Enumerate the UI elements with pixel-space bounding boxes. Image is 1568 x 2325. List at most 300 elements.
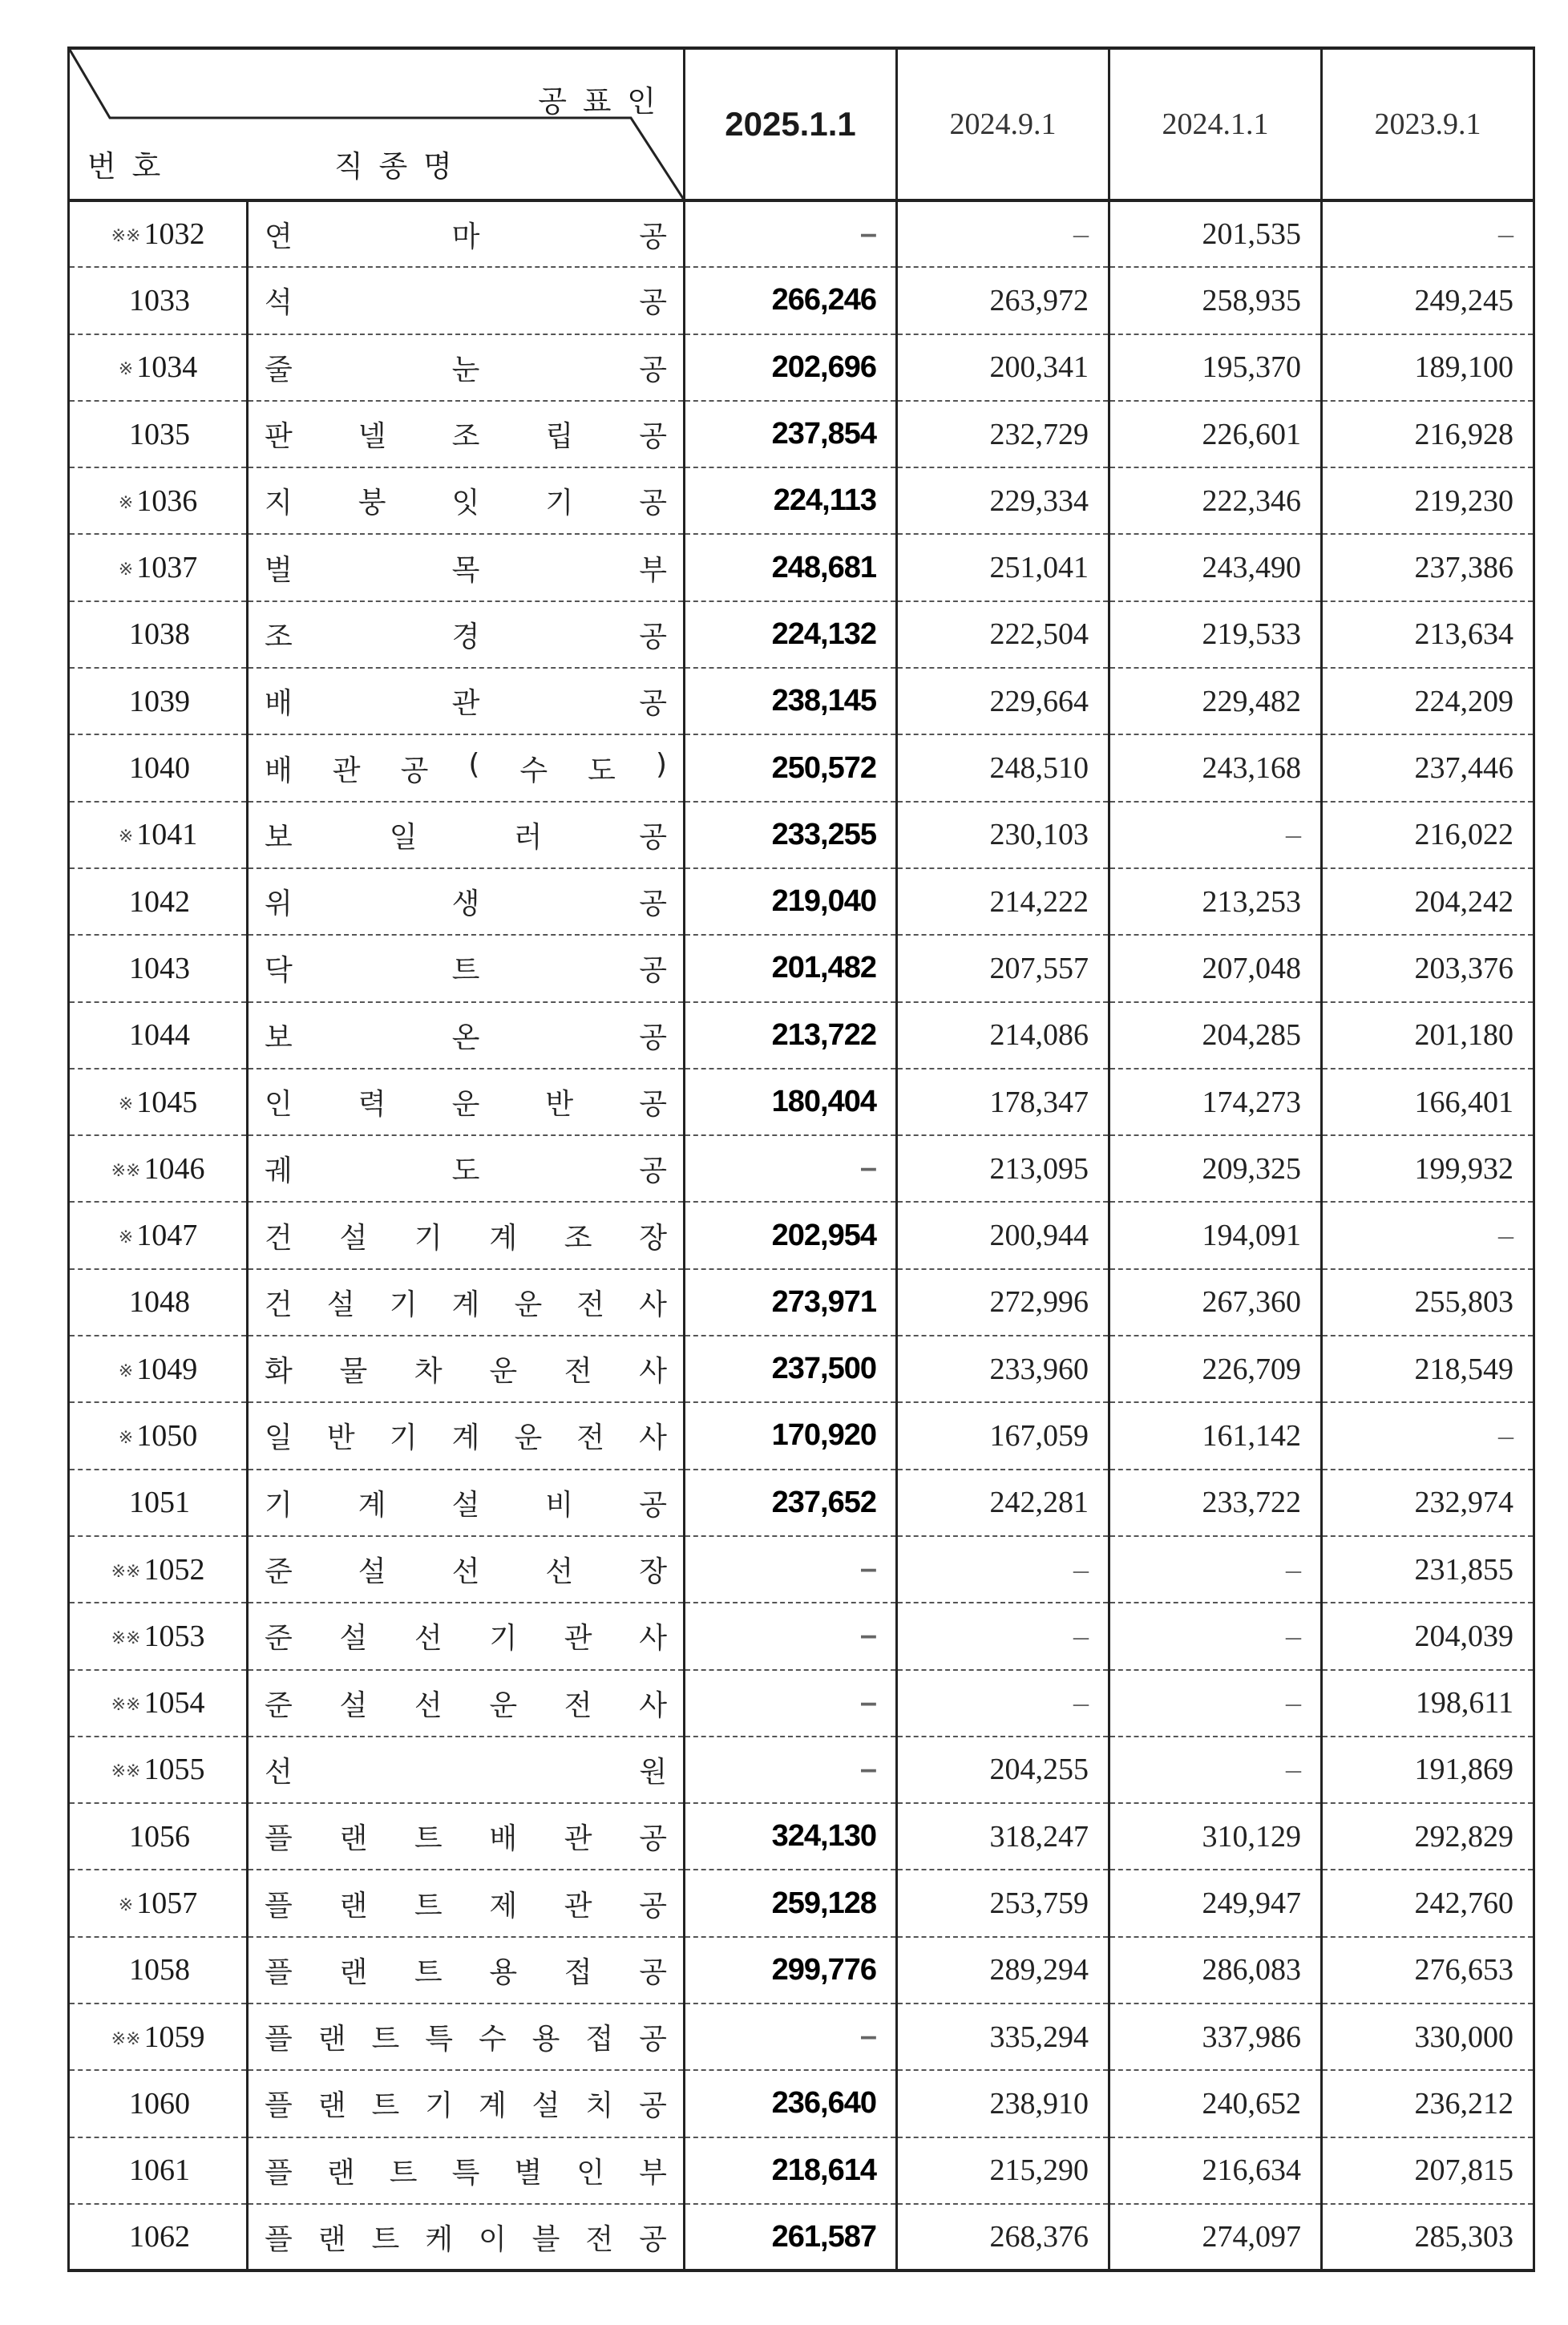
job-code: 1059	[143, 2020, 205, 2054]
job-name: 조 경 공	[265, 620, 667, 653]
job-name: 플 랜 트 용 접 공	[265, 1955, 667, 1989]
wage-value-3: 216,022	[1322, 802, 1534, 868]
job-name-cell	[248, 668, 685, 734]
wage-value-2: 207,048	[1109, 935, 1322, 1001]
job-code: 1056	[129, 1819, 190, 1854]
wage-value-0: –	[685, 1536, 897, 1603]
table-row	[69, 1603, 1534, 1669]
job-name-cell	[248, 1402, 685, 1469]
wage-value-2: 286,083	[1109, 1937, 1322, 2004]
wage-value-0: –	[685, 1603, 897, 1669]
note-mark: ※	[118, 1093, 134, 1114]
wage-value-3: 216,928	[1322, 401, 1534, 467]
table-row	[69, 1737, 1534, 1803]
wage-value-2: 209,325	[1109, 1135, 1322, 1202]
job-code-cell	[69, 1002, 248, 1069]
job-code: 1039	[129, 684, 190, 718]
job-code: 1043	[129, 951, 190, 985]
job-name-cell	[248, 1470, 685, 1536]
table-row	[69, 467, 1534, 534]
job-name-cell	[248, 1603, 685, 1669]
wage-value-3: –	[1322, 200, 1534, 267]
wage-value-2: 258,935	[1109, 267, 1322, 334]
job-code: 1038	[129, 617, 190, 652]
table-row	[69, 1470, 1534, 1536]
note-mark: ※※	[111, 1694, 141, 1715]
job-name-cell	[248, 2204, 685, 2270]
job-name: 배 관 공 ( 수 도 )	[265, 747, 667, 787]
job-name: 닥 트 공	[265, 954, 667, 988]
wage-value-3: 189,100	[1322, 334, 1534, 401]
wage-value-1: –	[897, 200, 1109, 267]
table-body	[69, 200, 1534, 2270]
wage-value-1: 238,910	[897, 2070, 1109, 2137]
table-row	[69, 868, 1534, 935]
wage-value-2: 233,722	[1109, 1470, 1322, 1536]
job-code-cell	[69, 1202, 248, 1268]
header-row	[69, 48, 1534, 200]
job-code-cell	[69, 1603, 248, 1669]
wage-value-1: 242,281	[897, 1470, 1109, 1536]
job-name: 보 일 러 공	[265, 820, 667, 854]
job-name: 궤 도 공	[265, 1154, 667, 1188]
job-code: 1060	[129, 2086, 190, 2121]
wage-value-3: 276,653	[1322, 1937, 1534, 2004]
wage-value-2: 226,709	[1109, 1336, 1322, 1402]
wage-value-0: 201,482	[685, 935, 897, 1001]
job-code: 1047	[136, 1219, 198, 1253]
note-mark: ※※	[111, 1159, 141, 1180]
table-row	[69, 1670, 1534, 1737]
number-label: 번 호	[87, 149, 164, 184]
wage-value-3: 285,303	[1322, 2204, 1534, 2270]
wage-value-2: 337,986	[1109, 2004, 1322, 2070]
job-code-cell	[69, 2004, 248, 2070]
job-name: 인 력 운 반 공	[265, 1088, 667, 1121]
job-code: 1051	[129, 1486, 190, 1520]
wage-value-0: 259,128	[685, 1870, 897, 1936]
note-mark: ※※	[111, 1560, 141, 1581]
job-code: 1046	[143, 1151, 205, 1186]
wage-value-3: –	[1322, 1402, 1534, 1469]
job-name-cell	[248, 1737, 685, 1803]
wage-value-3: –	[1322, 1202, 1534, 1268]
table-row	[69, 1202, 1534, 1268]
job-name: 플 랜 트 제 관 공	[265, 1889, 667, 1923]
job-name-cell	[248, 2004, 685, 2070]
wage-value-2: 201,535	[1109, 200, 1322, 267]
job-name-cell	[248, 2070, 685, 2137]
job-code-cell	[69, 1470, 248, 1536]
wage-value-3: 242,760	[1322, 1870, 1534, 1936]
wage-value-3: 191,869	[1322, 1737, 1534, 1803]
wage-value-3: 236,212	[1322, 2070, 1534, 2137]
wage-value-0: –	[685, 2004, 897, 2070]
wage-value-1: 268,376	[897, 2204, 1109, 2270]
job-code-cell	[69, 200, 248, 267]
wage-table	[67, 46, 1535, 2272]
wage-value-0: 219,040	[685, 868, 897, 935]
note-mark: ※	[118, 559, 134, 580]
wage-value-2: 240,652	[1109, 2070, 1322, 2137]
job-name-cell	[248, 334, 685, 401]
wage-value-0: 237,652	[685, 1470, 897, 1536]
wage-value-1: 248,510	[897, 734, 1109, 801]
wage-value-1: 200,944	[897, 1202, 1109, 1268]
wage-value-1: 207,557	[897, 935, 1109, 1001]
wage-value-3: 330,000	[1322, 2004, 1534, 2070]
wage-value-1: –	[897, 1603, 1109, 1669]
job-code-cell	[69, 334, 248, 401]
wage-value-0: 237,500	[685, 1336, 897, 1402]
job-code: 1041	[136, 818, 198, 852]
job-code-cell	[69, 1536, 248, 1603]
wage-value-3: 199,932	[1322, 1135, 1534, 1202]
job-code: 1054	[143, 1686, 205, 1720]
job-name-cell	[248, 1269, 685, 1336]
wage-value-1: 229,664	[897, 668, 1109, 734]
job-name: 플 랜 트 특 수 용 접 공	[265, 2023, 667, 2056]
job-name: 벌 목 부	[265, 553, 667, 587]
job-code-cell	[69, 401, 248, 467]
wage-value-1: 289,294	[897, 1937, 1109, 2004]
job-name: 건 설 기 계 운 전 사	[265, 1288, 667, 1321]
job-code-cell	[69, 267, 248, 334]
wage-value-2: –	[1109, 1536, 1322, 1603]
wage-value-0: –	[685, 1737, 897, 1803]
wage-value-2: 213,253	[1109, 868, 1322, 935]
wage-value-1: 253,759	[897, 1870, 1109, 1936]
job-code: 1062	[129, 2220, 190, 2254]
wage-value-0: 224,113	[685, 467, 897, 534]
wage-value-2: 222,346	[1109, 467, 1322, 534]
wage-value-3: 237,446	[1322, 734, 1534, 801]
job-code-cell	[69, 2204, 248, 2270]
wage-value-1: 229,334	[897, 467, 1109, 534]
wage-value-1: 204,255	[897, 1737, 1109, 1803]
job-code-cell	[69, 734, 248, 801]
wage-value-1: 214,086	[897, 1002, 1109, 1069]
wage-value-1: 213,095	[897, 1135, 1109, 1202]
table-row	[69, 2137, 1534, 2204]
job-code: 1053	[143, 1619, 205, 1653]
wage-value-3: 213,634	[1322, 601, 1534, 668]
job-code: 1045	[136, 1085, 198, 1119]
job-code-cell	[69, 1069, 248, 1135]
wage-value-1: 232,729	[897, 401, 1109, 467]
wage-value-0: 224,132	[685, 601, 897, 668]
job-name: 플 랜 트 배 관 공	[265, 1822, 667, 1856]
job-name: 위 생 공	[265, 888, 667, 921]
job-name-cell	[248, 1069, 685, 1135]
wage-value-3: 237,386	[1322, 534, 1534, 600]
job-name-cell	[248, 1336, 685, 1402]
wage-value-0: –	[685, 1670, 897, 1737]
table-row	[69, 1870, 1534, 1936]
job-code: 1048	[129, 1285, 190, 1320]
wage-value-3: 198,611	[1322, 1670, 1534, 1737]
table-row	[69, 401, 1534, 467]
wage-value-0: –	[685, 1135, 897, 1202]
job-code-cell	[69, 2137, 248, 2204]
wage-value-3: 201,180	[1322, 1002, 1534, 1069]
job-code-cell	[69, 467, 248, 534]
wage-value-0: 248,681	[685, 534, 897, 600]
job-code: 1055	[143, 1753, 205, 1787]
wage-value-3: 232,974	[1322, 1470, 1534, 1536]
job-name: 판 넬 조 립 공	[265, 420, 667, 454]
table-row	[69, 802, 1534, 868]
table-row	[69, 1336, 1534, 1402]
wage-value-0: –	[685, 200, 897, 267]
wage-value-2: 219,533	[1109, 601, 1322, 668]
table-row	[69, 1937, 1534, 2004]
job-name-cell	[248, 267, 685, 334]
job-code: 1061	[129, 2153, 190, 2188]
table-row	[69, 1402, 1534, 1469]
wage-value-1: 178,347	[897, 1069, 1109, 1135]
wage-value-2: 267,360	[1109, 1269, 1322, 1336]
wage-value-1: 222,504	[897, 601, 1109, 668]
job-code-cell	[69, 1135, 248, 1202]
wage-value-2: 310,129	[1109, 1803, 1322, 1870]
wage-value-2: 249,947	[1109, 1870, 1322, 1936]
table-row	[69, 1803, 1534, 1870]
wage-value-2: 226,601	[1109, 401, 1322, 467]
wage-value-1: –	[897, 1670, 1109, 1737]
wage-value-3: 204,039	[1322, 1603, 1534, 1669]
wage-value-3: 224,209	[1322, 668, 1534, 734]
wage-value-2: 195,370	[1109, 334, 1322, 401]
job-code-cell	[69, 601, 248, 668]
wage-value-3: 218,549	[1322, 1336, 1534, 1402]
job-name-cell	[248, 200, 685, 267]
job-name: 플 랜 트 기 계 설 치 공	[265, 2089, 667, 2123]
job-name-cell	[248, 935, 685, 1001]
job-name: 보 온 공	[265, 1021, 667, 1054]
table-row	[69, 2070, 1534, 2137]
wage-value-2: 204,285	[1109, 1002, 1322, 1069]
table-row	[69, 334, 1534, 401]
wage-value-2: –	[1109, 1603, 1322, 1669]
table-row	[69, 668, 1534, 734]
table-row	[69, 1002, 1534, 1069]
job-name-cell	[248, 1202, 685, 1268]
wage-value-0: 261,587	[685, 2204, 897, 2270]
note-mark: ※※	[111, 225, 141, 246]
job-code-cell	[69, 534, 248, 600]
job-code-cell	[69, 1737, 248, 1803]
job-name-cell	[248, 868, 685, 935]
wage-value-0: 266,246	[685, 267, 897, 334]
note-mark: ※※	[111, 2028, 141, 2048]
job-code-cell	[69, 1269, 248, 1336]
date-header-2025-1-1: 2025.1.1	[685, 48, 897, 200]
wage-value-0: 236,640	[685, 2070, 897, 2137]
wage-value-2: 161,142	[1109, 1402, 1322, 1469]
job-code: 1049	[136, 1352, 198, 1386]
wage-value-3: 166,401	[1322, 1069, 1534, 1135]
wage-value-0: 299,776	[685, 1937, 897, 2004]
job-code-cell	[69, 802, 248, 868]
wage-value-0: 273,971	[685, 1269, 897, 1336]
job-code-cell	[69, 1870, 248, 1936]
wage-value-2: 229,482	[1109, 668, 1322, 734]
job-name: 지 붕 잇 기 공	[265, 487, 667, 520]
job-name-cell	[248, 2137, 685, 2204]
table-row	[69, 2004, 1534, 2070]
wage-value-3: 249,245	[1322, 267, 1534, 334]
wage-value-0: 238,145	[685, 668, 897, 734]
wage-value-1: 215,290	[897, 2137, 1109, 2204]
wage-value-0: 202,954	[685, 1202, 897, 1268]
wage-value-0: 233,255	[685, 802, 897, 868]
job-name: 일 반 기 계 운 전 사	[265, 1421, 667, 1455]
job-name: 플 랜 트 특 별 인 부	[265, 2156, 667, 2190]
wage-value-3: 292,829	[1322, 1803, 1534, 1870]
job-name-cell	[248, 534, 685, 600]
job-name-cell	[248, 1135, 685, 1202]
job-name-label: 직 종 명	[334, 149, 455, 184]
wage-value-1: 251,041	[897, 534, 1109, 600]
job-name: 준 설 선 선 장	[265, 1555, 667, 1589]
job-code: 1058	[129, 1953, 190, 1987]
wage-value-2: –	[1109, 1737, 1322, 1803]
corner-header-cell	[69, 48, 685, 200]
wage-value-1: 272,996	[897, 1269, 1109, 1336]
job-code-cell	[69, 1670, 248, 1737]
job-name: 준 설 선 기 관 사	[265, 1622, 667, 1656]
note-mark: ※※	[111, 1627, 141, 1648]
job-name-cell	[248, 1803, 685, 1870]
table-row	[69, 601, 1534, 668]
note-mark: ※	[118, 358, 134, 379]
wage-value-1: 167,059	[897, 1402, 1109, 1469]
wage-value-3: 219,230	[1322, 467, 1534, 534]
job-code: 1044	[129, 1018, 190, 1053]
wage-value-3: 231,855	[1322, 1536, 1534, 1603]
wage-value-2: –	[1109, 802, 1322, 868]
job-code-cell	[69, 1402, 248, 1469]
job-code-cell	[69, 868, 248, 935]
note-mark: ※	[118, 826, 134, 847]
job-name-cell	[248, 1536, 685, 1603]
job-name-cell	[248, 401, 685, 467]
table-row	[69, 1135, 1534, 1202]
note-mark: ※※	[111, 1761, 141, 1781]
wage-value-2: 216,634	[1109, 2137, 1322, 2204]
wage-value-2: 174,273	[1109, 1069, 1322, 1135]
job-name: 연 마 공	[265, 220, 667, 253]
job-code-cell	[69, 1336, 248, 1402]
wage-value-1: 200,341	[897, 334, 1109, 401]
job-code-cell	[69, 1937, 248, 2004]
wage-value-2: 194,091	[1109, 1202, 1322, 1268]
wage-value-0: 324,130	[685, 1803, 897, 1870]
note-mark: ※	[118, 1894, 134, 1915]
job-code: 1052	[143, 1552, 205, 1587]
wage-value-2: –	[1109, 1670, 1322, 1737]
job-name-cell	[248, 467, 685, 534]
job-code: 1050	[136, 1418, 198, 1453]
job-name-cell	[248, 802, 685, 868]
announce-date-label: 공 표 인	[538, 84, 659, 119]
wage-value-1: 230,103	[897, 802, 1109, 868]
table-row	[69, 534, 1534, 600]
wage-value-0: 170,920	[685, 1402, 897, 1469]
wage-value-1: 233,960	[897, 1336, 1109, 1402]
job-code: 1034	[136, 350, 198, 385]
job-code: 1040	[129, 751, 190, 786]
wage-value-0: 218,614	[685, 2137, 897, 2204]
job-name: 준 설 선 운 전 사	[265, 1688, 667, 1722]
job-code-cell	[69, 935, 248, 1001]
wage-value-2: 243,490	[1109, 534, 1322, 600]
job-code: 1035	[129, 417, 190, 451]
wage-value-3: 204,242	[1322, 868, 1534, 935]
note-mark: ※	[118, 1360, 134, 1381]
wage-value-2: 243,168	[1109, 734, 1322, 801]
wage-value-1: 263,972	[897, 267, 1109, 334]
date-header-2024-9-1: 2024.9.1	[897, 48, 1109, 200]
table-row	[69, 267, 1534, 334]
job-name: 건 설 기 계 조 장	[265, 1221, 667, 1255]
wage-value-0: 180,404	[685, 1069, 897, 1135]
job-name-cell	[248, 1937, 685, 2004]
job-name-cell	[248, 734, 685, 801]
job-code: 1033	[129, 283, 190, 317]
wage-value-0: 202,696	[685, 334, 897, 401]
job-code: 1042	[129, 884, 190, 919]
wage-value-1: 318,247	[897, 1803, 1109, 1870]
job-name: 석 공	[265, 286, 667, 320]
wage-value-3: 207,815	[1322, 2137, 1534, 2204]
job-code: 1057	[136, 1886, 198, 1921]
job-code: 1036	[136, 483, 198, 518]
date-header-2024-1-1: 2024.1.1	[1109, 48, 1322, 200]
job-code-cell	[69, 1803, 248, 1870]
job-name: 기 계 설 비 공	[265, 1488, 667, 1522]
job-name: 줄 눈 공	[265, 353, 667, 386]
job-name-cell	[248, 601, 685, 668]
table-row	[69, 734, 1534, 801]
job-code-cell	[69, 668, 248, 734]
wage-value-3: 255,803	[1322, 1269, 1534, 1336]
note-mark: ※	[118, 1426, 134, 1447]
table-row	[69, 1069, 1534, 1135]
wage-value-1: –	[897, 1536, 1109, 1603]
job-code: 1032	[143, 217, 205, 252]
table-row	[69, 935, 1534, 1001]
job-name-cell	[248, 1670, 685, 1737]
table-row	[69, 200, 1534, 267]
wage-value-1: 335,294	[897, 2004, 1109, 2070]
job-code-cell	[69, 2070, 248, 2137]
wage-value-2: 274,097	[1109, 2204, 1322, 2270]
job-code: 1037	[136, 551, 198, 585]
job-name-cell	[248, 1870, 685, 1936]
job-name: 화 물 차 운 전 사	[265, 1355, 667, 1389]
date-header-2023-9-1: 2023.9.1	[1322, 48, 1534, 200]
wage-value-0: 237,854	[685, 401, 897, 467]
table-row	[69, 2204, 1534, 2270]
job-name: 배 관 공	[265, 687, 667, 721]
note-mark: ※	[118, 1227, 134, 1247]
table-row	[69, 1536, 1534, 1603]
wage-value-1: 214,222	[897, 868, 1109, 935]
wage-value-0: 250,572	[685, 734, 897, 801]
wage-value-3: 203,376	[1322, 935, 1534, 1001]
